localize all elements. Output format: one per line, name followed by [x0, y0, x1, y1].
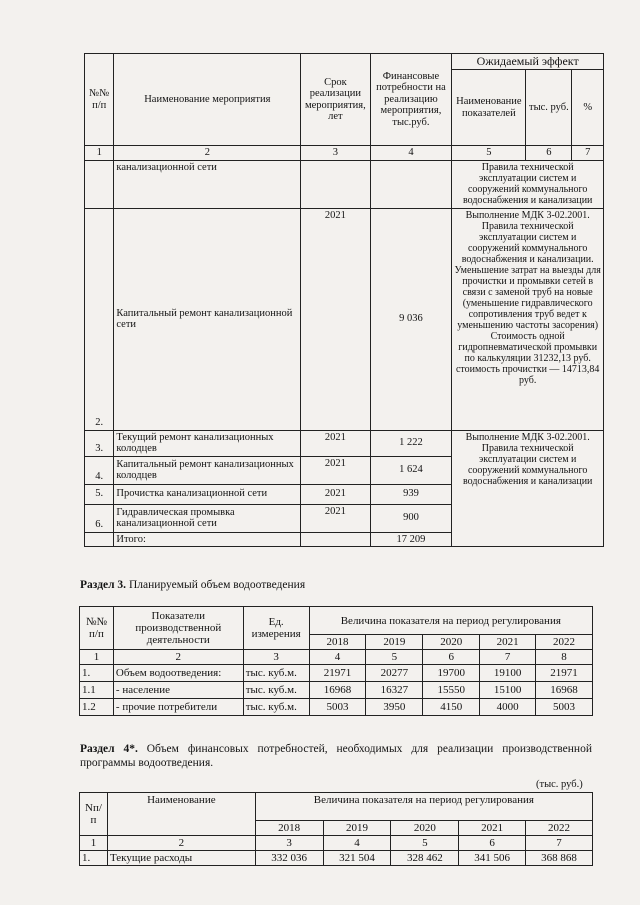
year-header: 2019 — [323, 821, 391, 836]
header-term: Срок реализации мероприятия, лет — [301, 54, 370, 146]
row-unit: тыс. куб.м. — [243, 665, 309, 682]
row-finance: 9 036 — [370, 208, 452, 430]
row-term: 2021 — [301, 484, 370, 504]
section4-title-bold: Раздел 4*. — [80, 743, 138, 755]
row-num: 3. — [85, 430, 114, 456]
finance-table — [79, 792, 593, 866]
col-number: 2 — [114, 146, 301, 161]
year-header: 2018 — [309, 635, 366, 650]
col-number: 1 — [80, 836, 108, 851]
header-period: Величина показателя на период регулирования — [255, 793, 592, 821]
row-name: Прочистка канализационной сети — [114, 484, 301, 504]
col-number: 3 — [255, 836, 323, 851]
row-effect: Выполнение МДК 3-02.2001. Правила технической эксплуатации систем и сооружений коммунального водоснабжения и канализации. Уменьшение затрат на выезды для прочистки и промывки сетей в связи с заменой труб на новые (уменьшение гидравлического сопротивления труб ведет к уменьшению частоты засорения) Стоимость одной гидропневматической промывки по калькуляции 31232,13 руб. стоимость прочистки — 14713,84 руб. — [452, 208, 604, 430]
row-value: 321 504 — [323, 851, 391, 866]
year-header: 2022 — [536, 635, 593, 650]
year-header: 2021 — [480, 635, 536, 650]
row-value: 21971 — [309, 665, 366, 682]
header-indicator: Показатели производственной деятельности — [113, 607, 243, 650]
row-num: 1. — [80, 665, 114, 682]
row-value: 328 462 — [391, 851, 459, 866]
row-effect: Правила технической эксплуатации систем и сооружений коммунального водоснабжения и канализации — [452, 160, 604, 208]
column-numbers-row — [80, 650, 593, 665]
row-value: 19700 — [423, 665, 480, 682]
row-num: 1. — [80, 851, 108, 866]
row-name: Текущий ремонт канализационных колодцев — [114, 430, 301, 456]
total-label: Итого: — [114, 532, 301, 547]
header-effect: Ожидаемый эффект — [452, 54, 604, 70]
header-name: Наименование — [107, 793, 255, 836]
row-name: Гидравлическая промывка канализационной сети — [114, 504, 301, 532]
row-value: 16327 — [366, 682, 423, 699]
table-row — [85, 208, 604, 430]
row-num: 1.1 — [80, 682, 114, 699]
col-number: 6 — [423, 650, 480, 665]
col-number: 4 — [370, 146, 452, 161]
col-number: 7 — [526, 836, 593, 851]
col-number: 6 — [526, 146, 572, 161]
column-numbers-row — [85, 146, 604, 161]
row-unit: тыс. куб.м. — [243, 682, 309, 699]
row-value: 16968 — [309, 682, 366, 699]
col-number: 6 — [459, 836, 526, 851]
row-finance: 900 — [370, 504, 452, 532]
col-number: 3 — [301, 146, 370, 161]
row-name: канализационной сети — [114, 160, 301, 208]
table-row — [80, 699, 593, 716]
row-value: 5003 — [536, 699, 593, 716]
table-row — [85, 430, 604, 456]
row-value: 332 036 — [255, 851, 323, 866]
row-value: 341 506 — [459, 851, 526, 866]
activities-table — [84, 53, 604, 547]
row-value: 19100 — [480, 665, 536, 682]
year-header: 2019 — [366, 635, 423, 650]
row-value: 368 868 — [526, 851, 593, 866]
row-name: - прочие потребители — [113, 699, 243, 716]
header-period: Величина показателя на период регулирования — [309, 607, 592, 635]
header-finance: Финансовые потребности на реализацию мероприятия, тыс.руб. — [370, 54, 452, 146]
row-finance: 939 — [370, 484, 452, 504]
row-value: 15550 — [423, 682, 480, 699]
header-eff-name: Наименование показателей — [452, 70, 526, 146]
section3-title-bold: Раздел 3. — [80, 579, 127, 591]
row-name: Капитальный ремонт канализационной сети — [114, 208, 301, 430]
year-header: 2022 — [526, 821, 593, 836]
col-number: 5 — [366, 650, 423, 665]
col-number: 5 — [452, 146, 526, 161]
row-finance: 1 222 — [370, 430, 452, 456]
row-value: 3950 — [366, 699, 423, 716]
header-num: №№ п/п — [85, 54, 114, 146]
col-number: 1 — [85, 146, 114, 161]
col-number: 7 — [572, 146, 604, 161]
row-term: 2021 — [301, 208, 370, 430]
col-number: 1 — [80, 650, 114, 665]
col-number: 4 — [309, 650, 366, 665]
unit-note: (тыс. руб.) — [536, 779, 583, 790]
row-term: 2021 — [301, 430, 370, 456]
col-number: 3 — [243, 650, 309, 665]
volume-table — [79, 606, 593, 716]
header-num: №№ п/п — [80, 607, 114, 650]
year-header: 2018 — [255, 821, 323, 836]
col-number: 4 — [323, 836, 391, 851]
header-num: Nп/ п — [80, 793, 108, 836]
col-number: 7 — [480, 650, 536, 665]
header-unit: Ед. измерения — [243, 607, 309, 650]
row-value: 15100 — [480, 682, 536, 699]
total-finance: 17 209 — [370, 532, 452, 547]
year-header: 2021 — [459, 821, 526, 836]
row-num: 5. — [85, 484, 114, 504]
row-value: 20277 — [366, 665, 423, 682]
section4-heading — [80, 742, 592, 770]
col-number: 2 — [113, 650, 243, 665]
year-header: 2020 — [391, 821, 459, 836]
row-value: 4150 — [423, 699, 480, 716]
row-term: 2021 — [301, 456, 370, 484]
row-name: Объем водоотведения: — [113, 665, 243, 682]
row-value: 5003 — [309, 699, 366, 716]
col-number: 8 — [536, 650, 593, 665]
table-row — [80, 851, 593, 866]
row-name: Капитальный ремонт канализационных колодцев — [114, 456, 301, 484]
header-name: Наименование мероприятия — [114, 54, 301, 146]
row-effect: Выполнение МДК 3-02.2001. Правила технической эксплуатации систем и сооружений коммунального водоснабжения и канализации — [452, 430, 604, 547]
header-eff-pct: % — [572, 70, 604, 146]
section3-title-text: Планируемый объем водоотведения — [126, 579, 306, 591]
row-value: 21971 — [536, 665, 593, 682]
table-row — [85, 160, 604, 208]
year-header: 2020 — [423, 635, 480, 650]
row-num: 2. — [85, 208, 114, 430]
table-row — [80, 682, 593, 699]
row-unit: тыс. куб.м. — [243, 699, 309, 716]
col-number: 2 — [107, 836, 255, 851]
column-numbers-row — [80, 836, 593, 851]
row-num: 4. — [85, 456, 114, 484]
col-number: 5 — [391, 836, 459, 851]
row-name: - население — [113, 682, 243, 699]
row-num: 6. — [85, 504, 114, 532]
row-value: 4000 — [480, 699, 536, 716]
header-eff-rub: тыс. руб. — [526, 70, 572, 146]
row-finance: 1 624 — [370, 456, 452, 484]
row-value: 16968 — [536, 682, 593, 699]
row-name: Текущие расходы — [107, 851, 255, 866]
section3-heading — [80, 579, 305, 591]
table-row — [80, 665, 593, 682]
row-num: 1.2 — [80, 699, 114, 716]
section4-title-text: Объем финансовых потребностей, необходимых для реализации производственной программы водоотведения. — [80, 743, 592, 769]
row-term: 2021 — [301, 504, 370, 532]
